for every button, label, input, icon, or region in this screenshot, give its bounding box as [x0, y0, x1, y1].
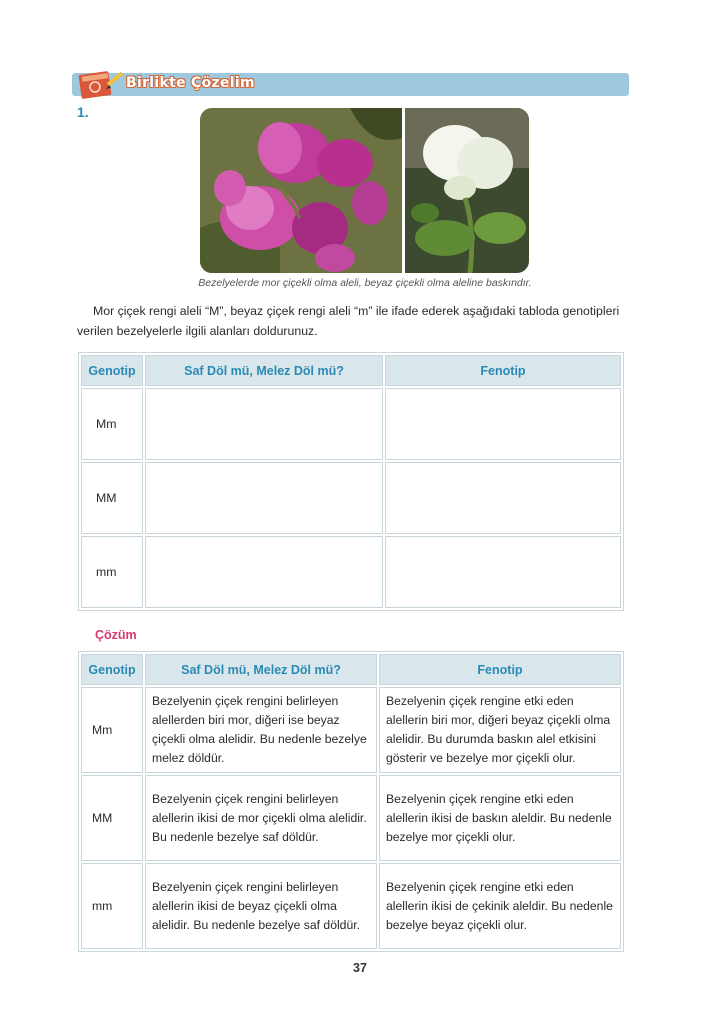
purple-pea-flower-photo [200, 108, 402, 273]
page-number: 37 [353, 961, 367, 975]
table-row [81, 536, 621, 608]
col-header-fenotip: Fenotip [385, 355, 621, 386]
fenotip-explanation-cell: Bezelyenin çiçek rengine etki eden alellerin biri mor, diğeri beyaz çiçekli olma alelidir. Bu durumda baskın alel etkisini gösterir ve bezelye mor çiçekli olur. [379, 687, 621, 773]
instruction-text [77, 301, 629, 341]
fenotip-answer-cell[interactable] [385, 388, 621, 460]
blank-genotype-table [78, 352, 624, 611]
solution-table [78, 651, 624, 952]
table-row [81, 388, 621, 460]
genotype-cell: MM [81, 775, 143, 861]
table-row [81, 462, 621, 534]
instruction-body: Mor çiçek rengi aleli “M”, beyaz çiçek rengi aleli “m” ile ifade ederek aşağıdaki tabloda genotipleri verilen bezelyelerle ilgili alanları doldurunuz. [77, 304, 620, 338]
dol-explanation-cell: Bezelyenin çiçek rengini belirleyen alellerin ikisi de beyaz çiçekli olma alelidir. Bu nedenle bezelye saf döldür. [145, 863, 377, 949]
book-pencil-icon [76, 67, 128, 101]
col-header-dol: Saf Döl mü, Melez Döl mü? [145, 355, 383, 386]
figure-caption: Bezelyelerde mor çiçekli olma aleli, beyaz çiçekli olma aleline baskındır. [198, 277, 532, 289]
dol-explanation-cell: Bezelyenin çiçek rengini belirleyen alellerin ikisi de mor çiçekli olma alelidir. Bu nedenle bezelye saf döldür. [145, 775, 377, 861]
genotype-cell: Mm [81, 687, 143, 773]
dol-answer-cell[interactable] [145, 536, 383, 608]
solution-label: Çözüm [95, 628, 137, 642]
section-title: Birlikte Çözelim [126, 75, 255, 91]
fenotip-answer-cell[interactable] [385, 462, 621, 534]
col-header-fenotip: Fenotip [379, 654, 621, 685]
col-header-genotype: Genotip [81, 355, 143, 386]
dol-answer-cell[interactable] [145, 462, 383, 534]
white-pea-flower-photo [405, 108, 529, 273]
table-row [81, 687, 621, 773]
dol-answer-cell[interactable] [145, 388, 383, 460]
genotype-cell: mm [81, 863, 143, 949]
genotype-cell: Mm [81, 388, 143, 460]
problem-number: 1. [77, 104, 89, 120]
table-row [81, 775, 621, 861]
fenotip-explanation-cell: Bezelyenin çiçek rengine etki eden alellerin ikisi de çekinik aleldir. Bu nedenle bezelye beyaz çiçekli olur. [379, 863, 621, 949]
table-row [81, 863, 621, 949]
dol-explanation-cell: Bezelyenin çiçek rengini belirleyen alellerden biri mor, diğeri ise beyaz çiçekli olma alelidir. Bu nedenle bezelye melez döldür. [145, 687, 377, 773]
genotype-cell: MM [81, 462, 143, 534]
col-header-genotype: Genotip [81, 654, 143, 685]
col-header-dol: Saf Döl mü, Melez Döl mü? [145, 654, 377, 685]
fenotip-explanation-cell: Bezelyenin çiçek rengine etki eden alellerin ikisi de baskın aleldir. Bu nedenle bezelye mor çiçekli olur. [379, 775, 621, 861]
fenotip-answer-cell[interactable] [385, 536, 621, 608]
genotype-cell: mm [81, 536, 143, 608]
